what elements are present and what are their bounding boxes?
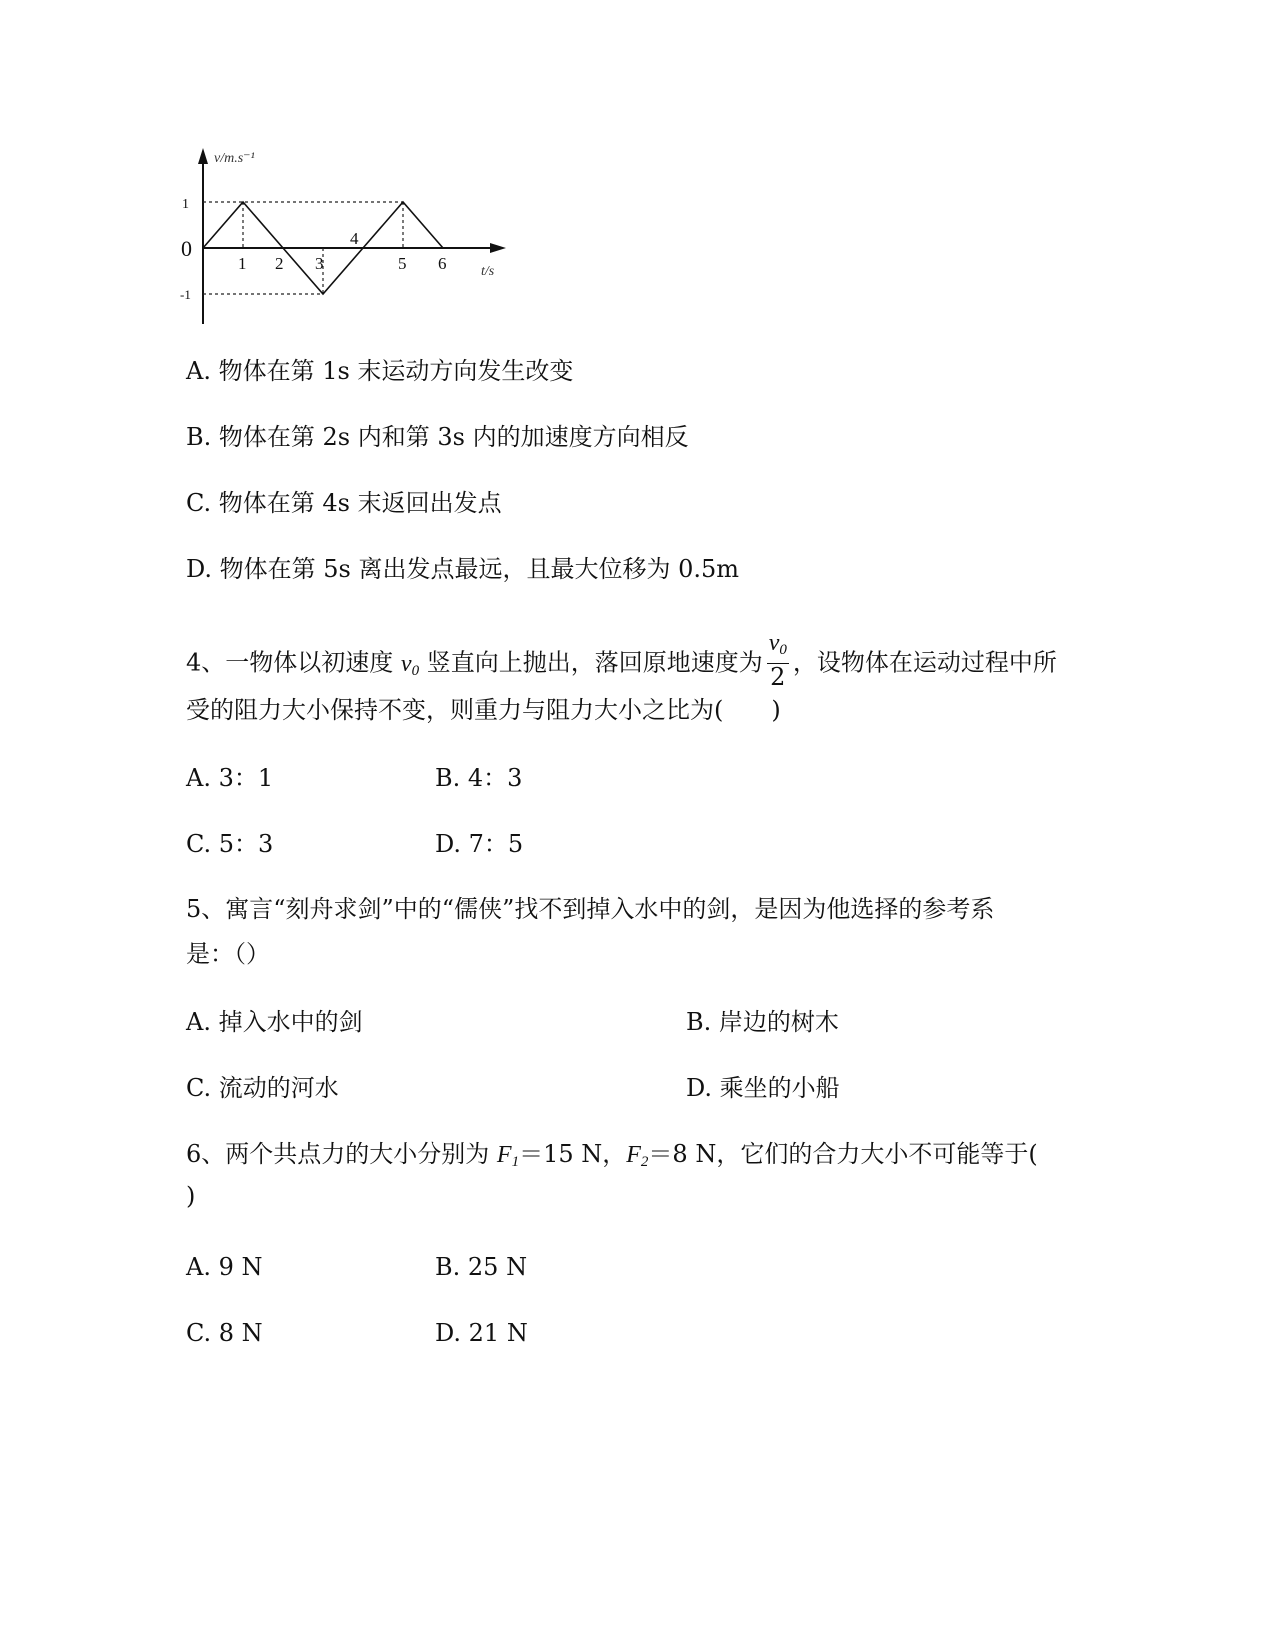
q6-option-c: C. 8 N: [186, 1319, 263, 1347]
origin-label: 0: [181, 236, 192, 261]
q4-text-post: ，设物体在运动过程中所: [792, 648, 1057, 677]
q4-fraction: [767, 630, 789, 690]
q3-option-b: B. 物体在第 2s 内和第 3s 内的加速度方向相反: [186, 423, 689, 451]
q4-v-sub: 0: [411, 662, 420, 679]
y-axis-arrow: [198, 148, 208, 164]
x-tick-label-2: 2: [275, 254, 284, 273]
q6-text-pre: 6、两个共点力的大小分别为: [186, 1140, 497, 1168]
x-tick-label-1: 1: [238, 254, 247, 273]
q6-question-line1: [186, 1138, 1038, 1178]
q4-option-d: D. 7：5: [435, 830, 524, 858]
y-axis-label: v/m.s⁻¹: [214, 151, 255, 166]
q6-f2-sub: 2: [640, 1154, 649, 1170]
q5-option-c: C. 流动的河水: [186, 1074, 339, 1102]
q4-fraction-numerator: [767, 630, 789, 664]
q6-f2-symbol: [626, 1142, 648, 1168]
q6-f1-sub: 1: [511, 1154, 520, 1170]
q6-option-a: A. 9 N: [186, 1253, 263, 1281]
q4-text-mid: 竖直向上抛出，落回原地速度为: [419, 648, 763, 677]
y-tick-label-1: 1: [182, 197, 189, 212]
q4-num-sub: 0: [779, 642, 787, 658]
q5-option-d: D. 乘坐的小船: [686, 1074, 840, 1102]
q3-option-a: A. 物体在第 1s 末运动方向发生改变: [186, 357, 574, 385]
x-tick-label-4: 4: [350, 229, 359, 248]
q6-option-d: D. 21 N: [435, 1319, 528, 1347]
q4-fraction-denominator: 2: [770, 663, 786, 691]
q4-option-b: B. 4：3: [435, 764, 523, 792]
q4-text-pre: 4、一物体以初速度: [186, 648, 401, 677]
x-tick-label-3: 3: [315, 254, 324, 273]
velocity-time-graph: [178, 148, 518, 330]
q5-question-line2: 是：（）: [186, 940, 270, 968]
q5-option-a: A. 掉入水中的剑: [186, 1008, 363, 1036]
q4-num-v: v: [768, 630, 780, 656]
q4-question-line1: [186, 630, 1057, 694]
q4-v0-symbol: [401, 651, 419, 677]
q3-option-c: C. 物体在第 4s 末返回出发点: [186, 489, 502, 517]
y-tick-label-neg1: -1: [180, 287, 191, 302]
x-tick-label-6: 6: [438, 254, 447, 273]
x-axis-arrow: [490, 243, 506, 253]
q5-question-line1: 5、寓言“刻舟求剑”中的“儒侠”找不到掉入水中的剑，是因为他选择的参考系: [186, 895, 995, 923]
q4-option-c: C. 5：3: [186, 830, 274, 858]
chart-labels: [180, 151, 495, 302]
q3-option-d: D. 物体在第 5s 离出发点最远，且最大位移为 0.5m: [186, 555, 740, 583]
x-tick-label-5: 5: [398, 254, 407, 273]
q6-option-b: B. 25 N: [435, 1253, 528, 1281]
q6-f1-value: ＝15 N，: [519, 1140, 627, 1168]
q6-f2: F: [626, 1142, 641, 1168]
q6-f1: F: [496, 1142, 512, 1168]
q6-f1-symbol: [497, 1142, 519, 1168]
q4-option-a: A. 3：1: [186, 764, 274, 792]
q4-v: v: [400, 650, 412, 677]
q4-question-line2: 受的阻力大小保持不变，则重力与阻力大小之比为( ): [186, 696, 781, 724]
q6-question-line2: ): [186, 1182, 196, 1210]
q6-f2-value: ＝8 N，它们的合力大小不可能等于(: [648, 1140, 1038, 1168]
x-axis-label: t/s: [481, 264, 495, 279]
q5-option-b: B. 岸边的树木: [686, 1008, 839, 1036]
